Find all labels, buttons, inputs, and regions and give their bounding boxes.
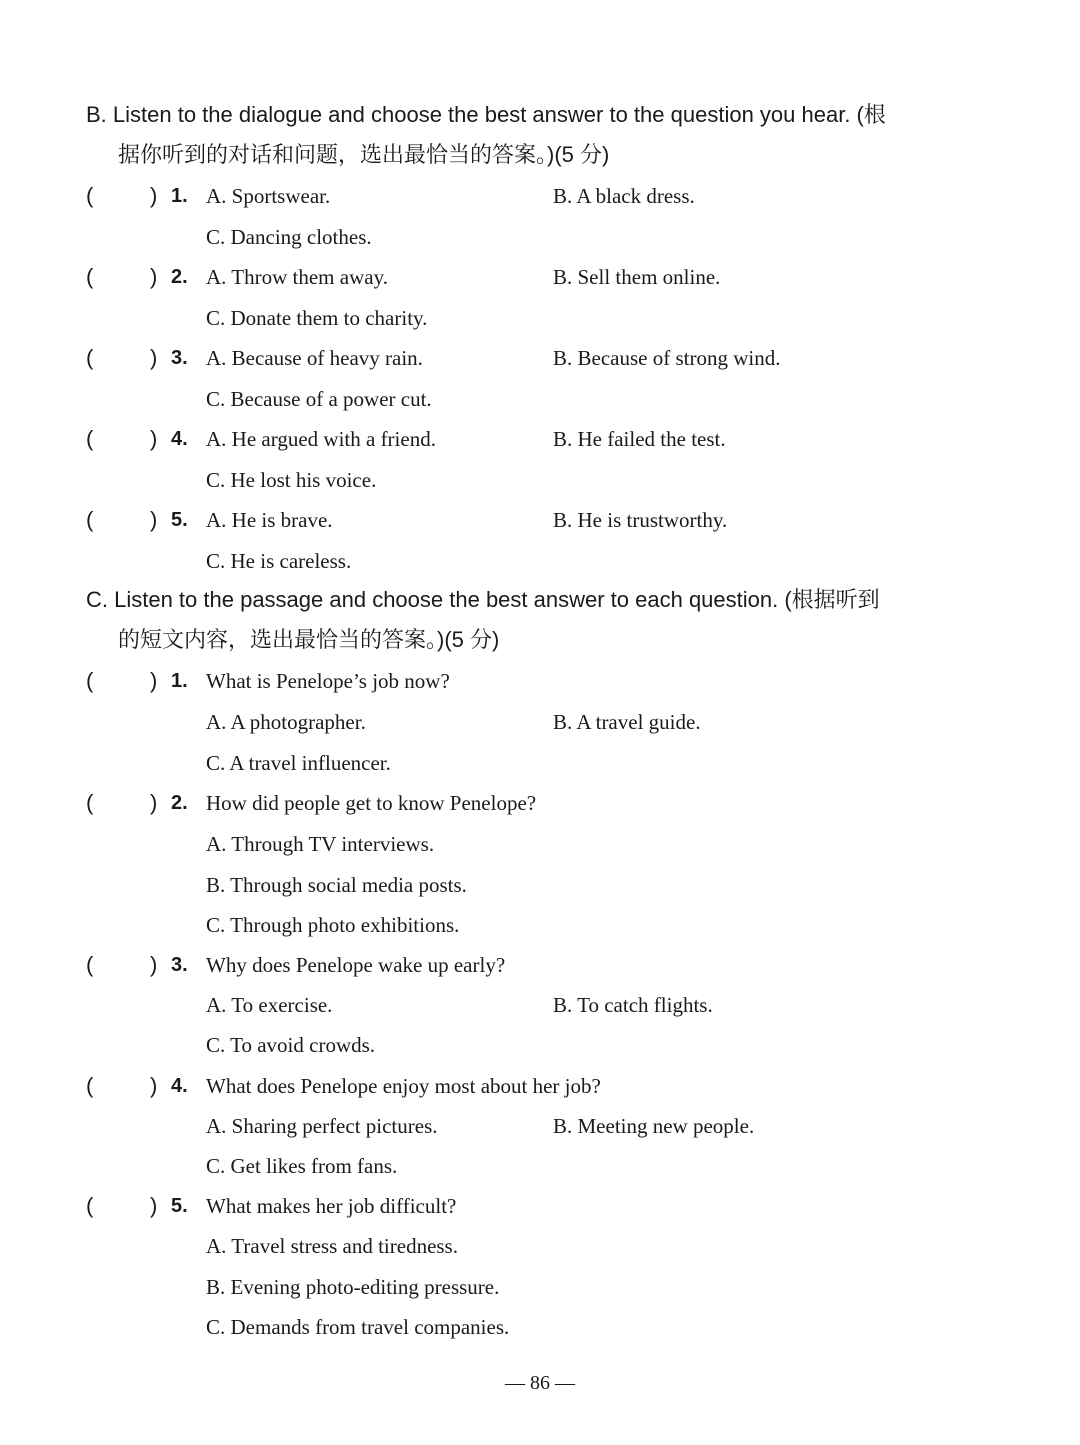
option-c: C. Because of a power cut. <box>206 387 432 411</box>
question-text: What is Penelope’s job now? <box>206 669 450 693</box>
answer-blank-open[interactable]: ( <box>86 507 94 532</box>
answer-blank-open[interactable]: ( <box>86 790 94 815</box>
answer-blank-close: ) <box>150 790 158 815</box>
answer-blank-close: ) <box>150 1073 158 1098</box>
answer-blank-open[interactable]: ( <box>86 668 94 693</box>
option-b: B. Sell them online. <box>553 265 721 289</box>
option-a: A. He argued with a friend. <box>206 427 436 451</box>
question-text: What makes her job difficult? <box>206 1194 457 1218</box>
answer-blank-close: ) <box>150 507 158 532</box>
section-b-title-line1: B. Listen to the dialogue and choose the best answer to the question you hear. (根 <box>86 102 886 127</box>
option-a: A. A photographer. <box>206 710 366 734</box>
option-a: A. He is brave. <box>206 508 333 532</box>
answer-blank-close: ) <box>150 952 158 977</box>
question-number: 2. <box>171 792 188 814</box>
option-b: B. A black dress. <box>553 184 695 208</box>
answer-blank-open[interactable]: ( <box>86 345 94 370</box>
question-number: 3. <box>171 954 188 976</box>
page-number: — 86 — <box>505 1372 575 1394</box>
option-a: A. Sportswear. <box>206 184 331 208</box>
answer-blank-open[interactable]: ( <box>86 426 94 451</box>
option-b: B. He is trustworthy. <box>553 508 728 532</box>
option-c: C. Through photo exhibitions. <box>206 913 460 937</box>
question-number: 3. <box>171 347 188 369</box>
section-b-title-line2: 据你听到的对话和问题，选出最恰当的答案。)(5 分) <box>118 142 610 167</box>
option-a: A. Sharing perfect pictures. <box>206 1114 438 1138</box>
option-b: B. Because of strong wind. <box>553 346 781 370</box>
option-a: A. To exercise. <box>206 993 333 1017</box>
option-b: B. Through social media posts. <box>206 873 467 897</box>
option-a: A. Throw them away. <box>206 265 388 289</box>
option-a: A. Through TV interviews. <box>206 832 435 856</box>
question-number: 4. <box>171 1075 188 1097</box>
answer-blank-close: ) <box>150 345 158 370</box>
question-number: 1. <box>171 670 188 692</box>
question-text: Why does Penelope wake up early? <box>206 953 506 977</box>
section-c-title-line1: C. Listen to the passage and choose the best answer to each question. (根据听到 <box>86 587 880 612</box>
answer-blank-open[interactable]: ( <box>86 264 94 289</box>
option-b: B. Meeting new people. <box>553 1114 755 1138</box>
question-text: How did people get to know Penelope? <box>206 791 537 815</box>
option-b: B. He failed the test. <box>553 427 726 451</box>
option-c: C. He is careless. <box>206 549 352 573</box>
answer-blank-open[interactable]: ( <box>86 183 94 208</box>
answer-blank-open[interactable]: ( <box>86 1193 94 1218</box>
question-number: 5. <box>171 1195 188 1217</box>
question-number: 1. <box>171 185 188 207</box>
answer-blank-close: ) <box>150 426 158 451</box>
answer-blank-close: ) <box>150 1193 158 1218</box>
question-number: 4. <box>171 428 188 450</box>
question-number: 5. <box>171 509 188 531</box>
option-c: C. Get likes from fans. <box>206 1154 398 1178</box>
answer-blank-open[interactable]: ( <box>86 1073 94 1098</box>
option-c: C. To avoid crowds. <box>206 1033 376 1057</box>
option-c: C. Donate them to charity. <box>206 306 428 330</box>
option-a: A. Because of heavy rain. <box>206 346 423 370</box>
question-number: 2. <box>171 266 188 288</box>
answer-blank-close: ) <box>150 264 158 289</box>
option-b: B. Evening photo-editing pressure. <box>206 1275 500 1299</box>
option-b: B. A travel guide. <box>553 710 701 734</box>
option-c: C. He lost his voice. <box>206 468 377 492</box>
option-c: C. A travel influencer. <box>206 751 391 775</box>
question-text: What does Penelope enjoy most about her job? <box>206 1074 601 1098</box>
section-c-title-line2: 的短文内容，选出最恰当的答案。)(5 分) <box>118 627 500 652</box>
answer-blank-close: ) <box>150 668 158 693</box>
answer-blank-open[interactable]: ( <box>86 952 94 977</box>
option-c: C. Demands from travel companies. <box>206 1315 510 1339</box>
option-c: C. Dancing clothes. <box>206 225 372 249</box>
answer-blank-close: ) <box>150 183 158 208</box>
option-a: A. Travel stress and tiredness. <box>206 1234 458 1258</box>
option-b: B. To catch flights. <box>553 993 713 1017</box>
